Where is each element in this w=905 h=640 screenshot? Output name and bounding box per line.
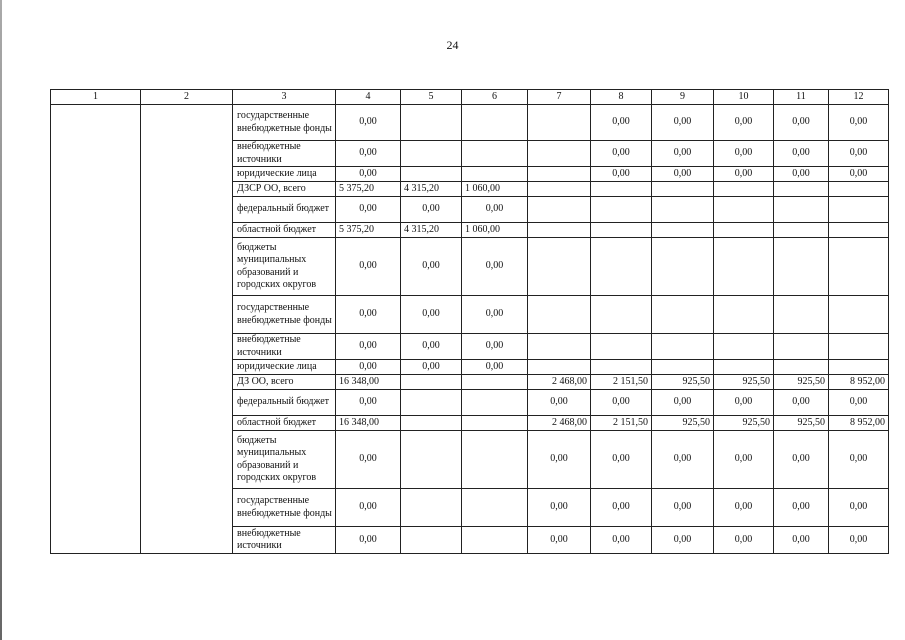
value-cell <box>774 182 829 197</box>
value-cell <box>591 182 652 197</box>
column-header: 4 <box>336 90 401 105</box>
value-cell: 0,00 <box>462 296 528 334</box>
value-cell <box>528 334 591 360</box>
value-cell: 0,00 <box>652 141 714 167</box>
value-cell: 0,00 <box>336 489 401 527</box>
value-cell: 0,00 <box>591 489 652 527</box>
value-cell: 0,00 <box>336 238 401 296</box>
value-cell <box>652 238 714 296</box>
row-label: внебюджетные источники <box>233 527 336 554</box>
value-cell <box>462 431 528 489</box>
value-cell: 0,00 <box>714 167 774 182</box>
value-cell: 0,00 <box>401 360 462 375</box>
value-cell: 0,00 <box>774 167 829 182</box>
value-cell <box>462 375 528 390</box>
value-cell: 0,00 <box>401 334 462 360</box>
value-cell <box>462 141 528 167</box>
value-cell <box>714 334 774 360</box>
row-label: ДЗСР ОО, всего <box>233 182 336 197</box>
value-cell: 0,00 <box>652 527 714 554</box>
value-cell: 0,00 <box>591 431 652 489</box>
value-cell <box>829 223 889 238</box>
row-label: государственные внебюджетные фонды <box>233 105 336 141</box>
value-cell: 925,50 <box>714 375 774 390</box>
page-left-edge <box>0 0 2 640</box>
value-cell: 0,00 <box>336 360 401 375</box>
column-header: 3 <box>233 90 336 105</box>
value-cell: 1 060,00 <box>462 182 528 197</box>
value-cell: 0,00 <box>336 527 401 554</box>
value-cell <box>829 182 889 197</box>
value-cell <box>591 296 652 334</box>
table-body <box>51 105 889 554</box>
value-cell <box>714 360 774 375</box>
column-header: 10 <box>714 90 774 105</box>
value-cell <box>528 197 591 223</box>
merged-cell-col2 <box>141 105 233 554</box>
value-cell: 0,00 <box>336 197 401 223</box>
row-label: областной бюджет <box>233 223 336 238</box>
value-cell <box>652 360 714 375</box>
row-label: государственные внебюджетные фонды <box>233 296 336 334</box>
value-cell <box>401 527 462 554</box>
value-cell <box>829 296 889 334</box>
value-cell <box>591 238 652 296</box>
value-cell: 0,00 <box>462 197 528 223</box>
value-cell: 0,00 <box>336 296 401 334</box>
value-cell <box>462 416 528 431</box>
value-cell: 0,00 <box>774 489 829 527</box>
row-label: юридические лица <box>233 167 336 182</box>
value-cell <box>528 182 591 197</box>
value-cell <box>462 527 528 554</box>
value-cell <box>829 334 889 360</box>
value-cell <box>401 416 462 431</box>
value-cell: 925,50 <box>652 416 714 431</box>
value-cell <box>652 296 714 334</box>
value-cell <box>714 296 774 334</box>
value-cell <box>528 141 591 167</box>
column-header: 7 <box>528 90 591 105</box>
row-label: юридические лица <box>233 360 336 375</box>
value-cell: 16 348,00 <box>336 416 401 431</box>
value-cell: 0,00 <box>401 238 462 296</box>
value-cell: 0,00 <box>774 105 829 141</box>
row-label: государственные внебюджетные фонды <box>233 489 336 527</box>
value-cell <box>714 182 774 197</box>
value-cell: 0,00 <box>714 105 774 141</box>
value-cell: 0,00 <box>774 527 829 554</box>
row-label: федеральный бюджет <box>233 197 336 223</box>
value-cell <box>774 223 829 238</box>
value-cell: 925,50 <box>774 416 829 431</box>
value-cell <box>774 238 829 296</box>
value-cell: 0,00 <box>714 390 774 416</box>
row-label: внебюджетные источники <box>233 141 336 167</box>
value-cell: 0,00 <box>528 431 591 489</box>
value-cell <box>714 223 774 238</box>
column-header: 1 <box>51 90 141 105</box>
value-cell: 8 952,00 <box>829 416 889 431</box>
merged-cell-col1 <box>51 105 141 554</box>
header-row <box>51 90 889 105</box>
column-header: 8 <box>591 90 652 105</box>
value-cell <box>401 431 462 489</box>
value-cell: 0,00 <box>714 527 774 554</box>
value-cell: 16 348,00 <box>336 375 401 390</box>
value-cell: 0,00 <box>829 167 889 182</box>
value-cell: 0,00 <box>336 167 401 182</box>
value-cell: 0,00 <box>652 105 714 141</box>
value-cell: 2 151,50 <box>591 416 652 431</box>
value-cell <box>528 296 591 334</box>
value-cell <box>401 105 462 141</box>
value-cell: 0,00 <box>591 105 652 141</box>
value-cell <box>829 197 889 223</box>
value-cell: 0,00 <box>652 167 714 182</box>
value-cell <box>401 489 462 527</box>
value-cell <box>591 360 652 375</box>
value-cell <box>462 489 528 527</box>
value-cell: 0,00 <box>336 105 401 141</box>
value-cell <box>528 238 591 296</box>
value-cell <box>714 197 774 223</box>
value-cell <box>528 223 591 238</box>
value-cell <box>652 334 714 360</box>
value-cell: 2 468,00 <box>528 375 591 390</box>
value-cell: 925,50 <box>774 375 829 390</box>
value-cell <box>401 167 462 182</box>
value-cell <box>401 141 462 167</box>
value-cell: 0,00 <box>528 390 591 416</box>
value-cell: 0,00 <box>829 489 889 527</box>
row-label: областной бюджет <box>233 416 336 431</box>
value-cell <box>774 334 829 360</box>
value-cell: 0,00 <box>591 141 652 167</box>
table-row <box>51 105 889 141</box>
value-cell: 0,00 <box>714 141 774 167</box>
value-cell: 2 468,00 <box>528 416 591 431</box>
value-cell <box>829 238 889 296</box>
row-label: бюджеты муниципальных образований и городских округов <box>233 238 336 296</box>
page-number: 24 <box>446 38 459 52</box>
value-cell <box>462 167 528 182</box>
value-cell <box>462 105 528 141</box>
value-cell <box>401 390 462 416</box>
value-cell: 925,50 <box>652 375 714 390</box>
column-header: 12 <box>829 90 889 105</box>
value-cell: 1 060,00 <box>462 223 528 238</box>
row-label: бюджеты муниципальных образований и городских округов <box>233 431 336 489</box>
value-cell <box>652 182 714 197</box>
value-cell <box>714 238 774 296</box>
value-cell <box>528 105 591 141</box>
value-cell: 0,00 <box>336 141 401 167</box>
value-cell: 0,00 <box>774 390 829 416</box>
value-cell <box>528 167 591 182</box>
value-cell <box>401 375 462 390</box>
value-cell <box>591 334 652 360</box>
value-cell: 0,00 <box>591 167 652 182</box>
value-cell: 0,00 <box>829 431 889 489</box>
value-cell: 0,00 <box>336 390 401 416</box>
value-cell: 0,00 <box>774 141 829 167</box>
value-cell <box>652 223 714 238</box>
value-cell: 0,00 <box>401 296 462 334</box>
value-cell <box>528 360 591 375</box>
value-cell: 0,00 <box>462 334 528 360</box>
value-cell: 0,00 <box>462 360 528 375</box>
value-cell: 4 315,20 <box>401 182 462 197</box>
value-cell: 0,00 <box>336 334 401 360</box>
column-header: 2 <box>141 90 233 105</box>
value-cell: 0,00 <box>528 527 591 554</box>
value-cell: 0,00 <box>774 431 829 489</box>
value-cell: 0,00 <box>829 527 889 554</box>
value-cell: 0,00 <box>401 197 462 223</box>
value-cell: 925,50 <box>714 416 774 431</box>
budget-table <box>50 89 889 554</box>
value-cell: 0,00 <box>829 105 889 141</box>
value-cell <box>591 197 652 223</box>
row-label: ДЗ ОО, всего <box>233 375 336 390</box>
value-cell: 8 952,00 <box>829 375 889 390</box>
value-cell: 0,00 <box>336 431 401 489</box>
row-label: внебюджетные источники <box>233 334 336 360</box>
value-cell: 0,00 <box>591 527 652 554</box>
value-cell: 0,00 <box>829 390 889 416</box>
value-cell: 0,00 <box>652 489 714 527</box>
value-cell <box>591 223 652 238</box>
value-cell: 5 375,20 <box>336 223 401 238</box>
value-cell: 0,00 <box>528 489 591 527</box>
value-cell: 0,00 <box>714 489 774 527</box>
value-cell <box>462 390 528 416</box>
value-cell <box>829 360 889 375</box>
value-cell: 0,00 <box>462 238 528 296</box>
value-cell: 0,00 <box>652 390 714 416</box>
value-cell <box>774 296 829 334</box>
value-cell <box>652 197 714 223</box>
row-label: федеральный бюджет <box>233 390 336 416</box>
column-header: 6 <box>462 90 528 105</box>
value-cell <box>774 360 829 375</box>
value-cell: 5 375,20 <box>336 182 401 197</box>
value-cell <box>774 197 829 223</box>
value-cell: 4 315,20 <box>401 223 462 238</box>
value-cell: 2 151,50 <box>591 375 652 390</box>
value-cell: 0,00 <box>829 141 889 167</box>
value-cell: 0,00 <box>714 431 774 489</box>
value-cell: 0,00 <box>591 390 652 416</box>
column-header: 11 <box>774 90 829 105</box>
column-header: 5 <box>401 90 462 105</box>
column-header: 9 <box>652 90 714 105</box>
value-cell: 0,00 <box>652 431 714 489</box>
